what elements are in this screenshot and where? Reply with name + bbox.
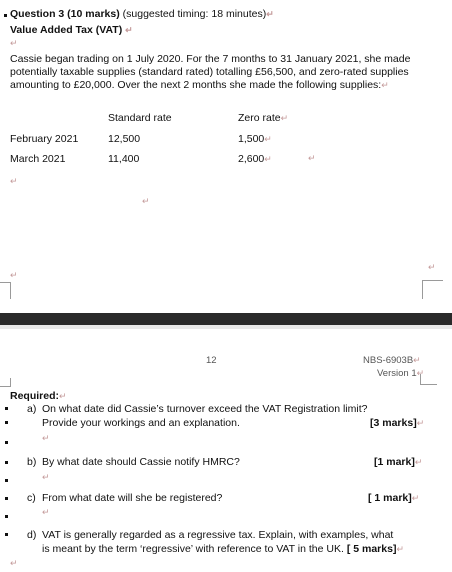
return-mark: ↵ xyxy=(42,472,50,482)
question-paragraph: Cassie began trading on 1 July 2020. For the 7 months to 31 January 2021, she made potentially taxable supplies (standard rated) totalling £56,500, and zero-rated supplies amounting to £20,000. Over the next 2 months she made the following supplies:↵ xyxy=(10,53,411,91)
bullet-marker xyxy=(5,461,8,464)
item-letter: c) xyxy=(27,492,36,504)
item-d-line1: VAT is generally regarded as a regressive tax. Explain, with examples, what xyxy=(42,529,394,541)
bullet-marker xyxy=(5,533,8,536)
bullet-marker xyxy=(5,407,8,410)
crop-mark xyxy=(420,374,437,385)
crop-mark xyxy=(0,378,11,387)
item-b-line1: By what date should Cassie notify HMRC? xyxy=(42,456,240,468)
return-mark: ↵ xyxy=(10,558,18,568)
table-row-month: March 2021 xyxy=(10,153,66,165)
item-letter: b) xyxy=(27,456,37,468)
return-mark: ↵ xyxy=(396,544,404,554)
return-mark: ↵ xyxy=(428,262,436,272)
table-header-zero: Zero rate↵ xyxy=(238,112,289,124)
doc-code: NBS-6903B↵ xyxy=(363,355,421,366)
return-mark: ↵ xyxy=(10,176,18,186)
return-mark: ↵ xyxy=(381,80,389,90)
item-d-marks: [ 5 marks] xyxy=(346,543,397,555)
question-timing: (suggested timing: 18 minutes) xyxy=(122,8,267,20)
question-title-text: Question 3 (10 marks) xyxy=(10,8,120,20)
item-a-line1: On what date did Cassie’s turnover exceed the VAT Registration limit? xyxy=(42,403,368,415)
crop-mark xyxy=(422,280,443,299)
table-row-zero: 1,500↵ xyxy=(238,133,272,145)
page-number: 12 xyxy=(206,355,217,366)
item-d-line2: is meant by the term ‘regressive’ with reference to VAT in the UK. [ 5 marks]↵ xyxy=(42,543,404,555)
return-mark: ↵ xyxy=(264,134,272,144)
doc-version: Version 1↵ xyxy=(377,368,425,379)
return-mark: ↵ xyxy=(142,196,150,206)
return-mark: ↵ xyxy=(59,391,67,401)
item-a-line2: Provide your workings and an explanation. xyxy=(42,417,240,429)
return-mark: ↵ xyxy=(10,38,18,48)
return-mark: ↵ xyxy=(411,493,420,503)
return-mark: ↵ xyxy=(308,153,316,163)
item-letter: a) xyxy=(27,403,37,415)
bullet-marker xyxy=(5,441,8,444)
table-row-standard: 12,500 xyxy=(108,133,141,145)
question-subtitle: Value Added Tax (VAT) ↵ xyxy=(10,24,133,36)
return-mark: ↵ xyxy=(42,433,50,443)
return-mark: ↵ xyxy=(266,9,274,19)
return-mark: ↵ xyxy=(125,25,133,35)
table-row-standard: 11,400 xyxy=(108,153,140,165)
return-mark: ↵ xyxy=(42,507,50,517)
required-heading: Required:↵ xyxy=(10,390,67,402)
bullet-marker xyxy=(5,497,8,500)
bullet-marker xyxy=(5,421,8,424)
item-b-marks: [1 mark]↵ xyxy=(374,456,423,468)
return-mark: ↵ xyxy=(280,113,289,123)
crop-mark xyxy=(0,282,11,299)
item-c-line1: From what date will she be registered? xyxy=(42,492,223,504)
return-mark: ↵ xyxy=(10,270,18,280)
bullet-marker xyxy=(5,479,8,482)
item-a-marks: [3 marks]↵ xyxy=(370,417,425,429)
page-break-bar xyxy=(0,313,452,325)
table-header-standard: Standard rate xyxy=(108,112,172,124)
return-mark: ↵ xyxy=(416,418,425,428)
return-mark: ↵ xyxy=(416,368,425,378)
page-gap xyxy=(0,325,452,329)
table-row-zero: 2,600↵ xyxy=(238,153,272,165)
bullet-marker xyxy=(5,515,8,518)
return-mark: ↵ xyxy=(264,154,272,164)
return-mark: ↵ xyxy=(414,457,423,467)
question-title xyxy=(10,8,274,20)
item-c-marks: [ 1 mark]↵ xyxy=(368,492,420,504)
item-letter: d) xyxy=(27,529,37,541)
return-mark: ↵ xyxy=(413,355,421,365)
bullet-marker xyxy=(4,14,7,17)
table-row-month: February 2021 xyxy=(10,133,79,145)
